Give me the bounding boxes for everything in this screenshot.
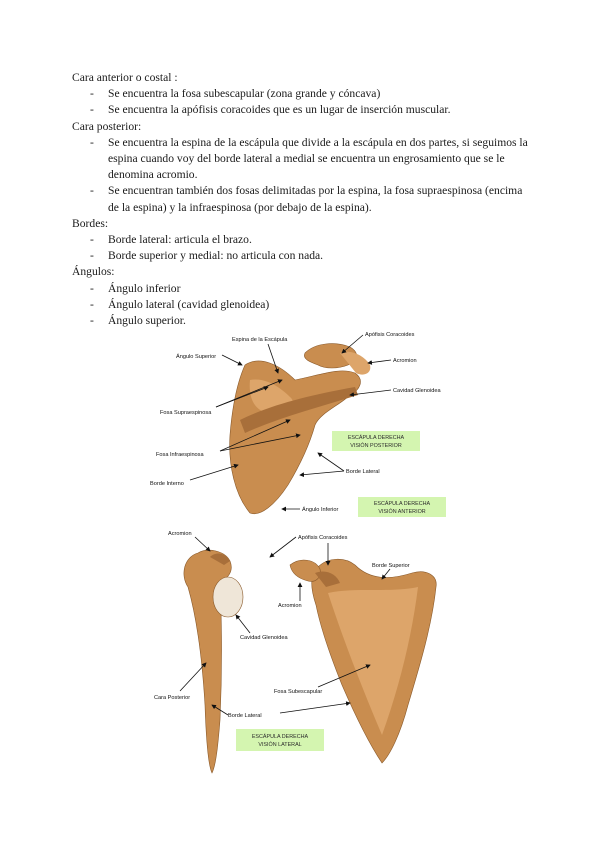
label-acromion-left: Acromion xyxy=(168,531,192,537)
list-item xyxy=(72,232,532,248)
list-item-text: Se encuentra la espina de la escápula que divide a la escápula en dos partes, si seguimos la espina cuando voy del borde lateral a medial se encuentra un engrosamiento que se le denomina acromio. xyxy=(108,135,528,182)
bullet-dash: - xyxy=(90,184,94,198)
list-item-text: Borde lateral: articula el brazo. xyxy=(108,233,252,247)
label-fosa-subescapular: Fosa Subescapular xyxy=(274,689,323,695)
label-borde-superior: Borde Superior xyxy=(372,563,410,569)
view-anterior-line2: VISIÓN ANTERIOR xyxy=(378,509,426,515)
glenoid-cavity-surface xyxy=(213,577,243,617)
view-badge-lateral xyxy=(236,729,324,751)
heading-bordes: Bordes: xyxy=(72,216,109,230)
scapula-lateral-drawing xyxy=(184,550,243,773)
bullet-dash: - xyxy=(90,297,94,311)
label-acromion: Acromion xyxy=(393,358,417,364)
bullet-dash: - xyxy=(90,249,94,263)
label-borde-interno: Borde Interno xyxy=(150,481,184,487)
label-borde-lateral-bottom: Borde Lateral xyxy=(228,713,262,719)
scapula-posterior-drawing xyxy=(230,344,371,514)
heading-angulos: Ángulos: xyxy=(72,265,115,279)
anterior-acromion xyxy=(290,560,320,581)
label-apofisis-bottom: Apófisis Coracoides xyxy=(298,535,348,541)
scapula-figure xyxy=(150,325,460,780)
label-angulo-inferior: Ángulo Inferior xyxy=(302,507,339,513)
view-badge-posterior xyxy=(332,431,420,451)
list-item-text: Ángulo lateral (cavidad glenoidea) xyxy=(108,297,270,311)
bullet-dash: - xyxy=(90,314,94,328)
label-fosa-supra: Fosa Supraespinosa xyxy=(160,410,212,416)
bullet-dash: - xyxy=(90,135,94,149)
view-anterior-line1: ESCÁPULA DERECHA xyxy=(373,501,431,507)
bullet-dash: - xyxy=(90,103,94,117)
list-item xyxy=(72,248,532,264)
list-item xyxy=(72,102,532,118)
list-item-text: Ángulo inferior xyxy=(108,281,181,295)
label-fosa-infra: Fosa Infraespinosa xyxy=(156,452,204,458)
list-item-text: Se encuentran también dos fosas delimitadas por la espina, la fosa supraespinosa (encima de la espina) y la infraespinosa (por debajo de la espina). xyxy=(108,184,523,214)
view-badge-anterior xyxy=(358,497,446,517)
list-item xyxy=(72,297,532,313)
label-apofisis: Apófisis Coracoides xyxy=(365,332,415,338)
label-cavidad-bottom: Cavidad Glenoidea xyxy=(240,635,288,641)
view-lateral-line1: ESCÁPULA DERECHA xyxy=(251,734,309,740)
list-item xyxy=(72,281,532,297)
label-borde-lateral: Borde Lateral xyxy=(346,469,380,475)
heading-cara-posterior: Cara posterior: xyxy=(72,119,142,133)
label-espina: Espina de la Escápula xyxy=(232,337,288,343)
list-item-text: Borde superior y medial: no articula con nada. xyxy=(108,249,324,263)
list-item xyxy=(72,86,532,102)
bullet-dash: - xyxy=(90,281,94,295)
heading-cara-anterior: Cara anterior o costal : xyxy=(72,71,178,84)
label-cara-posterior: Cara Posterior xyxy=(154,695,191,701)
view-posterior-line1: ESCÁPULA DERECHA xyxy=(347,435,405,441)
list-item xyxy=(72,135,532,184)
bullet-dash: - xyxy=(90,233,94,247)
label-angulo-superior: Ángulo Superior xyxy=(176,354,217,360)
list-item xyxy=(72,183,532,215)
label-acromion-mid: Acromion xyxy=(278,603,302,609)
document-text xyxy=(72,70,532,329)
scapula-illustration xyxy=(150,325,460,780)
list-item-text: Se encuentra la fosa subescapular (zona grande y cóncava) xyxy=(108,87,381,101)
list-item-text: Se encuentra la apófisis coracoides que es un lugar de inserción muscular. xyxy=(108,103,451,117)
view-lateral-line2: VISIÓN LATERAL xyxy=(258,742,302,748)
list-item-text: Ángulo superior. xyxy=(108,314,186,328)
label-cavidad: Cavidad Glenoidea xyxy=(393,388,441,394)
bullet-dash: - xyxy=(90,87,94,101)
view-posterior-line2: VISIÓN POSTERIOR xyxy=(350,443,402,449)
